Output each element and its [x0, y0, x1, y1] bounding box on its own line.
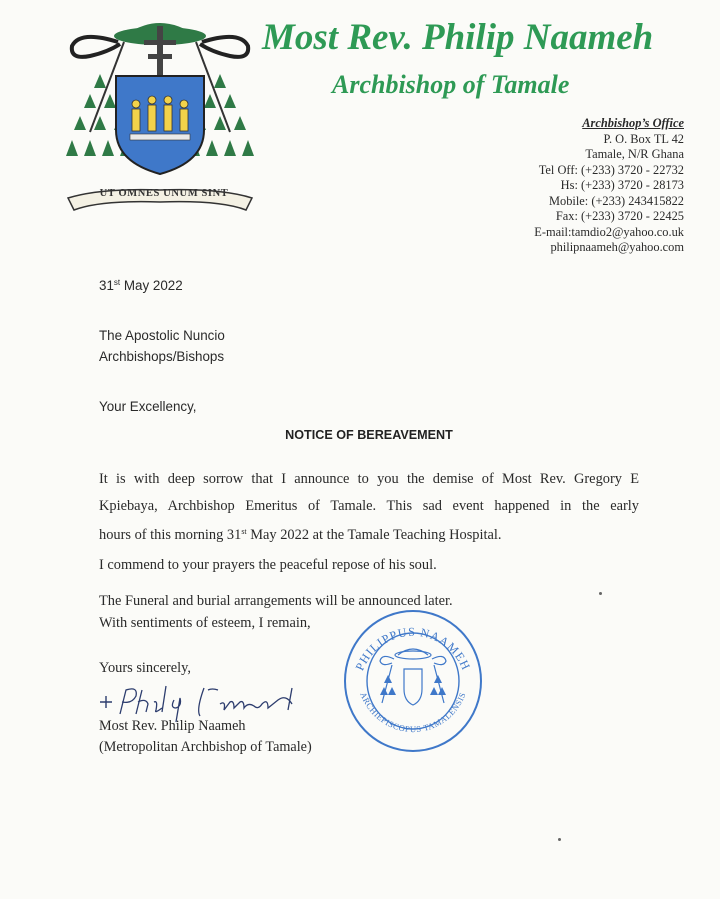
office-line: P. O. Box TL 42: [603, 131, 684, 146]
svg-text:ARCHIEPISCOPUS TAMALENSIS: ARCHIEPISCOPUS TAMALENSIS: [358, 690, 468, 735]
salutation: Your Excellency,: [99, 399, 197, 414]
subject-heading: NOTICE OF BEREAVEMENT: [285, 428, 453, 442]
body-line: Kpiebaya, Archbishop Emeritus of Tamale. This sad event happened in the early: [99, 497, 639, 514]
office-line: Hs: (+233) 3720 - 28173: [560, 178, 684, 192]
body-paragraph-1: [99, 466, 639, 549]
motto-scroll-text: UT OMNES UNUM SINT: [99, 188, 229, 199]
closing: Yours sincerely,: [99, 660, 191, 676]
office-line: Tamale, N/R Ghana: [585, 147, 684, 161]
office-email-line: E-mail:tamdio2@yahoo.co.uk: [534, 224, 684, 239]
office-line: Mobile: (+233) 243415822: [548, 193, 684, 208]
office-address-block: [424, 116, 684, 256]
body-line: hours of this morning 31st May 2022 at the Tamale Teaching Hospital.: [99, 527, 502, 543]
body-paragraph-2: I commend to your prayers the peaceful repose of his soul.: [99, 557, 437, 573]
speck: [599, 592, 602, 595]
letterhead-title: Most Rev. Philip Naameh: [262, 17, 654, 58]
signatory-block: [99, 716, 312, 758]
official-seal-stamp: [342, 603, 484, 753]
speck: [558, 838, 561, 841]
signatory-title: (Metropolitan Archbishop of Tamale): [99, 739, 312, 755]
recipient-line: The Apostolic Nuncio: [99, 328, 225, 343]
recipients-block: [99, 325, 225, 367]
office-line: Tel Off: (+233) 3720 - 22732: [538, 162, 684, 177]
recipient-line: Archbishops/Bishops: [99, 349, 225, 364]
body-line: With sentiments of esteem, I remain,: [99, 615, 311, 631]
signatory-name: Most Rev. Philip Naameh: [99, 718, 246, 734]
office-heading: Archbishop’s Office: [582, 116, 684, 130]
body-line: It is with deep sorrow that I announce to you the demise of Most Rev. Gregory E: [99, 471, 639, 487]
letter-date: 31st May 2022: [99, 278, 183, 293]
letterhead-subtitle: Archbishop of Tamale: [332, 70, 570, 99]
svg-text:PHILIPPUS NAAMEH: PHILIPPUS NAAMEH: [352, 624, 474, 673]
office-line: Fax: (+233) 3720 - 22425: [555, 209, 684, 223]
body-line: The Funeral and burial arrangements will be announced later.: [99, 593, 453, 609]
office-email-line: philipnaameh@yahoo.com: [550, 240, 684, 254]
